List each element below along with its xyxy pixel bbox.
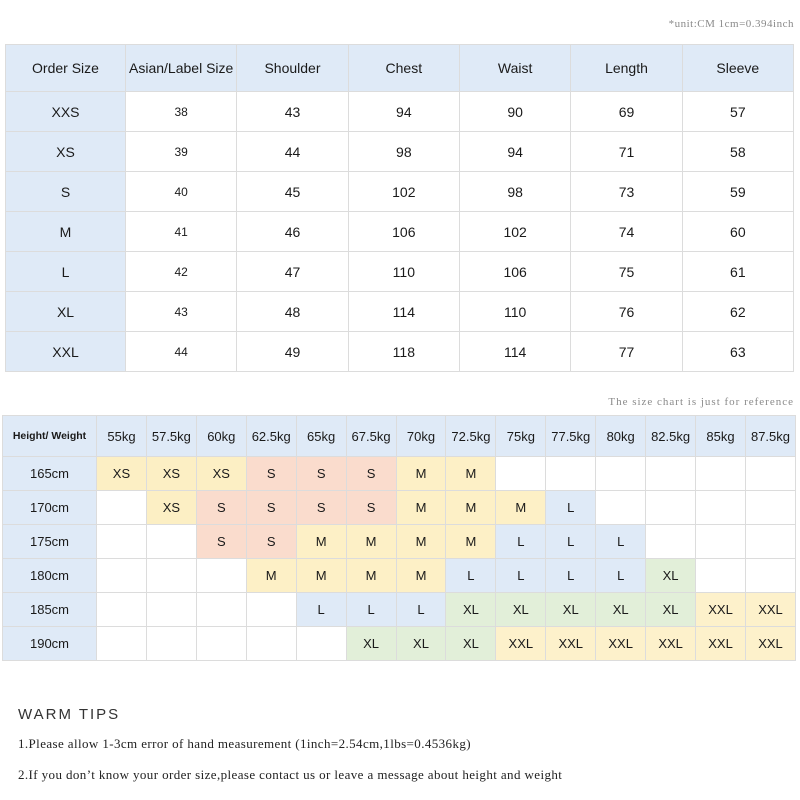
size-recommendation-cell: L	[496, 559, 546, 593]
measurement-cell: 60	[682, 212, 793, 252]
size-recommendation-cell	[745, 457, 795, 491]
size-recommendation-cell	[296, 627, 346, 661]
hw-corner-label: Height/ Weight	[3, 416, 97, 457]
size-table-header-cell: Order Size	[6, 45, 126, 92]
size-recommendation-cell	[196, 593, 246, 627]
measurement-cell: 73	[571, 172, 682, 212]
weight-header-cell: 80kg	[596, 416, 646, 457]
size-recommendation-cell: M	[396, 457, 446, 491]
measurement-cell: 41	[126, 212, 237, 252]
size-recommendation-cell	[146, 593, 196, 627]
size-table	[5, 44, 794, 372]
size-recommendation-cell	[97, 491, 147, 525]
height-cell: 190cm	[3, 627, 97, 661]
size-recommendation-cell	[246, 627, 296, 661]
measurement-cell: 71	[571, 132, 682, 172]
size-recommendation-cell: S	[246, 491, 296, 525]
size-recommendation-cell: M	[396, 559, 446, 593]
size-recommendation-cell: M	[346, 525, 396, 559]
measurement-cell: 102	[459, 212, 570, 252]
size-recommendation-cell: XS	[97, 457, 147, 491]
size-recommendation-cell: XXL	[496, 627, 546, 661]
weight-header-cell: 77.5kg	[546, 416, 596, 457]
weight-header-cell: 87.5kg	[745, 416, 795, 457]
size-recommendation-cell	[596, 491, 646, 525]
weight-header-cell: 67.5kg	[346, 416, 396, 457]
order-size-cell: XXS	[6, 92, 126, 132]
hw-table-row	[3, 593, 796, 627]
size-recommendation-cell	[745, 525, 795, 559]
order-size-cell: M	[6, 212, 126, 252]
measurement-cell: 98	[459, 172, 570, 212]
size-recommendation-cell: M	[446, 457, 496, 491]
size-table-header-cell: Sleeve	[682, 45, 793, 92]
order-size-cell: XS	[6, 132, 126, 172]
measurement-cell: 76	[571, 292, 682, 332]
weight-header-cell: 85kg	[696, 416, 746, 457]
order-size-cell: XL	[6, 292, 126, 332]
size-recommendation-cell: L	[596, 525, 646, 559]
size-recommendation-cell: XL	[546, 593, 596, 627]
size-recommendation-cell	[646, 525, 696, 559]
size-recommendation-cell: S	[296, 491, 346, 525]
size-recommendation-cell	[646, 457, 696, 491]
size-recommendation-cell: XL	[596, 593, 646, 627]
size-table-row	[6, 292, 794, 332]
size-recommendation-cell	[196, 627, 246, 661]
size-table-header-cell: Chest	[348, 45, 459, 92]
size-recommendation-cell	[146, 559, 196, 593]
weight-header-cell: 75kg	[496, 416, 546, 457]
measurement-cell: 63	[682, 332, 793, 372]
measurement-cell: 44	[237, 132, 348, 172]
size-table-row	[6, 332, 794, 372]
size-recommendation-cell: XXL	[745, 627, 795, 661]
order-size-cell: S	[6, 172, 126, 212]
size-recommendation-cell: M	[396, 525, 446, 559]
size-recommendation-cell	[646, 491, 696, 525]
size-recommendation-cell: XXL	[646, 627, 696, 661]
measurement-cell: 43	[237, 92, 348, 132]
size-recommendation-cell: XL	[646, 559, 696, 593]
size-table-header-cell: Length	[571, 45, 682, 92]
size-table-header-cell: Asian/Label Size	[126, 45, 237, 92]
size-recommendation-cell: L	[546, 559, 596, 593]
order-size-cell: L	[6, 252, 126, 292]
measurement-cell: 59	[682, 172, 793, 212]
weight-header-cell: 60kg	[196, 416, 246, 457]
size-recommendation-cell: L	[346, 593, 396, 627]
size-recommendation-cell: S	[246, 457, 296, 491]
measurement-cell: 118	[348, 332, 459, 372]
size-recommendation-cell: XXL	[696, 593, 746, 627]
size-recommendation-cell	[496, 457, 546, 491]
measurement-cell: 114	[459, 332, 570, 372]
size-recommendation-cell: S	[196, 491, 246, 525]
measurement-cell: 106	[459, 252, 570, 292]
measurement-cell: 48	[237, 292, 348, 332]
size-recommendation-cell: XL	[646, 593, 696, 627]
size-recommendation-cell: L	[446, 559, 496, 593]
tip-item: 2.If you don’t know your order size,please contact us or leave a message about height and weight	[18, 767, 563, 782]
size-recommendation-cell: XXL	[546, 627, 596, 661]
size-recommendation-cell: L	[546, 525, 596, 559]
measurement-cell: 98	[348, 132, 459, 172]
size-recommendation-cell: M	[496, 491, 546, 525]
size-recommendation-cell: L	[546, 491, 596, 525]
size-recommendation-cell	[745, 559, 795, 593]
weight-header-cell: 72.5kg	[446, 416, 496, 457]
size-recommendation-cell	[596, 457, 646, 491]
measurement-cell: 90	[459, 92, 570, 132]
weight-header-cell: 65kg	[296, 416, 346, 457]
size-recommendation-cell: XL	[446, 627, 496, 661]
measurement-cell: 40	[126, 172, 237, 212]
measurement-cell: 43	[126, 292, 237, 332]
reference-note: The size chart is just for reference	[608, 396, 794, 408]
size-table-header-cell: Waist	[459, 45, 570, 92]
height-cell: 170cm	[3, 491, 97, 525]
size-recommendation-cell: S	[296, 457, 346, 491]
height-cell: 175cm	[3, 525, 97, 559]
measurement-cell: 110	[459, 292, 570, 332]
measurement-cell: 62	[682, 292, 793, 332]
height-cell: 180cm	[3, 559, 97, 593]
size-recommendation-cell: M	[296, 559, 346, 593]
size-recommendation-cell	[696, 457, 746, 491]
size-recommendation-cell	[696, 525, 746, 559]
measurement-cell: 58	[682, 132, 793, 172]
size-table-row	[6, 132, 794, 172]
size-recommendation-cell: XXL	[696, 627, 746, 661]
size-table-row	[6, 172, 794, 212]
measurement-cell: 45	[237, 172, 348, 212]
size-table-row	[6, 92, 794, 132]
measurement-cell: 61	[682, 252, 793, 292]
measurement-cell: 77	[571, 332, 682, 372]
measurement-cell: 47	[237, 252, 348, 292]
size-recommendation-cell	[745, 491, 795, 525]
size-recommendation-cell: S	[346, 457, 396, 491]
size-recommendation-cell: S	[346, 491, 396, 525]
size-recommendation-cell: XL	[346, 627, 396, 661]
measurement-cell: 110	[348, 252, 459, 292]
height-weight-table	[2, 415, 796, 661]
size-recommendation-cell	[696, 491, 746, 525]
size-recommendation-cell: M	[446, 491, 496, 525]
measurement-cell: 39	[126, 132, 237, 172]
measurement-cell: 75	[571, 252, 682, 292]
size-recommendation-cell: M	[296, 525, 346, 559]
size-table-row	[6, 212, 794, 252]
size-recommendation-cell	[146, 627, 196, 661]
size-recommendation-cell: M	[346, 559, 396, 593]
size-recommendation-cell: XS	[146, 457, 196, 491]
weight-header-cell: 82.5kg	[646, 416, 696, 457]
size-recommendation-cell: L	[296, 593, 346, 627]
size-recommendation-cell: XXL	[596, 627, 646, 661]
size-recommendation-cell: M	[246, 559, 296, 593]
size-recommendation-cell: XL	[496, 593, 546, 627]
size-table-row	[6, 252, 794, 292]
measurement-cell: 94	[459, 132, 570, 172]
height-cell: 185cm	[3, 593, 97, 627]
size-recommendation-cell	[97, 559, 147, 593]
size-recommendation-cell: XL	[396, 627, 446, 661]
size-recommendation-cell	[546, 457, 596, 491]
size-recommendation-cell: XS	[196, 457, 246, 491]
measurement-cell: 38	[126, 92, 237, 132]
hw-table-row	[3, 457, 796, 491]
measurement-cell: 94	[348, 92, 459, 132]
measurement-cell: 102	[348, 172, 459, 212]
measurement-cell: 106	[348, 212, 459, 252]
order-size-cell: XXL	[6, 332, 126, 372]
weight-header-cell: 57.5kg	[146, 416, 196, 457]
hw-table-header-row	[3, 416, 796, 457]
size-recommendation-cell: XL	[446, 593, 496, 627]
size-recommendation-cell: XXL	[745, 593, 795, 627]
size-recommendation-cell: L	[596, 559, 646, 593]
size-recommendation-cell	[196, 559, 246, 593]
size-recommendation-cell: M	[396, 491, 446, 525]
hw-table-row	[3, 491, 796, 525]
size-table-header-cell: Shoulder	[237, 45, 348, 92]
size-recommendation-cell	[696, 559, 746, 593]
measurement-cell: 69	[571, 92, 682, 132]
size-recommendation-cell: XS	[146, 491, 196, 525]
size-recommendation-cell	[97, 627, 147, 661]
weight-header-cell: 62.5kg	[246, 416, 296, 457]
hw-table-row	[3, 559, 796, 593]
size-recommendation-cell	[97, 593, 147, 627]
size-recommendation-cell: L	[396, 593, 446, 627]
measurement-cell: 74	[571, 212, 682, 252]
hw-table-row	[3, 525, 796, 559]
size-recommendation-cell: L	[496, 525, 546, 559]
weight-header-cell: 70kg	[396, 416, 446, 457]
size-recommendation-cell	[97, 525, 147, 559]
warm-tips-title: WARM TIPS	[18, 706, 121, 723]
unit-note: *unit:CM 1cm=0.394inch	[668, 18, 794, 30]
measurement-cell: 49	[237, 332, 348, 372]
size-recommendation-cell	[246, 593, 296, 627]
size-recommendation-cell	[146, 525, 196, 559]
measurement-cell: 44	[126, 332, 237, 372]
tip-item: 1.Please allow 1-3cm error of hand measurement (1inch=2.54cm,1lbs=0.4536kg)	[18, 736, 471, 751]
weight-header-cell: 55kg	[97, 416, 147, 457]
size-recommendation-cell: M	[446, 525, 496, 559]
height-cell: 165cm	[3, 457, 97, 491]
measurement-cell: 114	[348, 292, 459, 332]
size-recommendation-cell: S	[246, 525, 296, 559]
measurement-cell: 46	[237, 212, 348, 252]
hw-table-row	[3, 627, 796, 661]
size-recommendation-cell: S	[196, 525, 246, 559]
measurement-cell: 57	[682, 92, 793, 132]
size-table-header-row	[6, 45, 794, 92]
measurement-cell: 42	[126, 252, 237, 292]
